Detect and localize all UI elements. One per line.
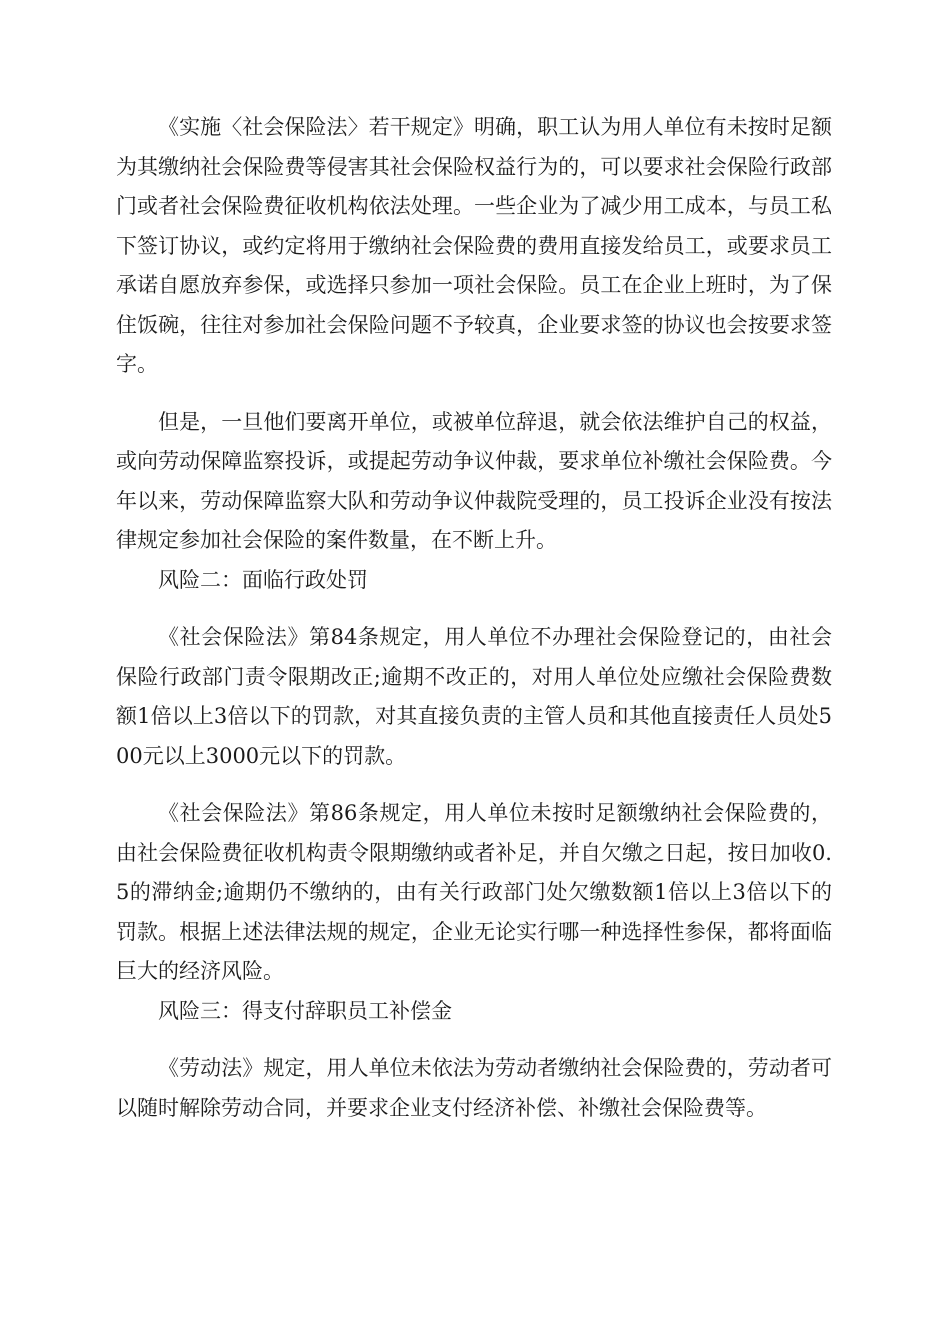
paragraph-article-84: 《社会保险法》第84条规定，用人单位不办理社会保险登记的，由社会保险行政部门责令限期改正;逾期不改正的，对用人单位处应缴社会保险费数额1倍以上3倍以下的罚款，对其直接负责的主管人员和其他直接责任人员处500元以上3000元以下的罚款。 — [116, 625, 832, 768]
heading-risk-two: 风险二：面临行政处罚 — [158, 567, 368, 592]
document-body — [116, 108, 832, 1128]
paragraph-article-86: 《社会保险法》第86条规定，用人单位未按时足额缴纳社会保险费的，由社会保险费征收机构责令限期缴纳或者补足，并自欠缴之日起，按日加收0.5的滞纳金;逾期仍不缴纳的，由有关行政部门处欠缴数额1倍以上3倍以下的罚款。根据上述法律法规的规定，企业无论实行哪一种选择性参保，都将面临巨大的经济风险。 — [116, 801, 832, 983]
paragraph-regulation: 《实施〈社会保险法〉若干规定》明确，职工认为用人单位有未按时足额为其缴纳社会保险费等侵害其社会保险权益行为的，可以要求社会保险行政部门或者社会保险费征收机构依法处理。一些企业为了减少用工成本，与员工私下签订协议，或约定将用于缴纳社会保险费的费用直接发给员工，或要求员工承诺自愿放弃参保，或选择只参加一项社会保险。员工在企业上班时，为了保住饭碗，往往对参加社会保险问题不予较真，企业要求签的协议也会按要求签字。 — [116, 115, 832, 376]
paragraph-dismissal: 但是，一旦他们要离开单位，或被单位辞退，就会依法维护自己的权益，或向劳动保障监察投诉，或提起劳动争议仲裁，要求单位补缴社会保险费。今年以来，劳动保障监察大队和劳动争议仲裁院受理的，员工投诉企业没有按法律规定参加社会保险的案件数量，在不断上升。 — [116, 409, 832, 552]
heading-risk-three: 风险三：得支付辞职员工补偿金 — [158, 998, 452, 1023]
paragraph-labor-law: 《劳动法》规定，用人单位未依法为劳动者缴纳社会保险费的，劳动者可以随时解除劳动合同，并要求企业支付经济补偿、补缴社会保险费等。 — [116, 1056, 832, 1120]
